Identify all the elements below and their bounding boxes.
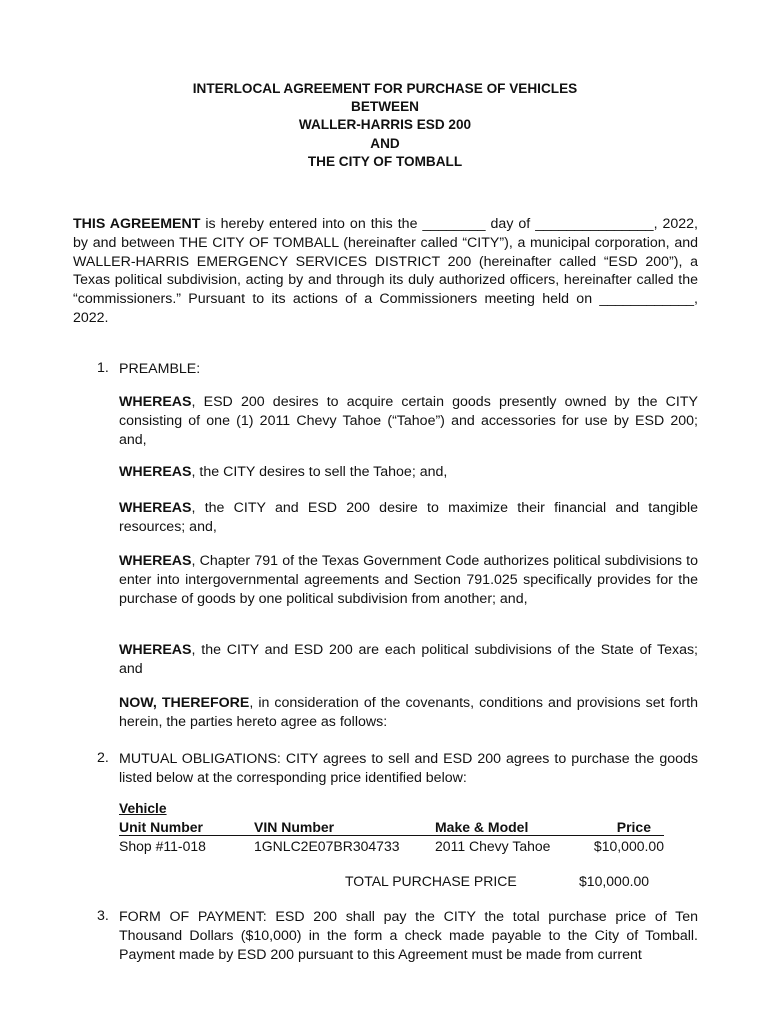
title-line: INTERLOCAL AGREEMENT FOR PURCHASE OF VEHICLES: [192, 81, 578, 96]
header-make-model: Make & Model: [435, 819, 529, 835]
title-line: AND: [370, 135, 400, 151]
now-therefore-paragraph: [119, 694, 698, 732]
whereas-text: , the CITY desires to sell the Tahoe; and,: [191, 464, 448, 480]
whereas-text: , Chapter 791 of the Texas Government Code authorizes political subdivisions to enter into intergovernmental agreements and Section 791.025 specifically provides for the purchase of goods by one political subdivision from another; and,: [119, 553, 698, 607]
cell-unit-number: Shop #11-018: [119, 838, 206, 854]
title-line: WALLER-HARRIS ESD 200: [298, 117, 472, 133]
cell-make-model: 2011 Chevy Tahoe: [435, 838, 551, 854]
header-unit-number: Unit Number: [119, 819, 203, 835]
header-underline: [119, 835, 664, 836]
table-header-row: [119, 819, 664, 837]
whereas-text: , the CITY and ESD 200 are each political subdivisions of the State of Texas; and: [119, 642, 698, 677]
cell-price: $10,000.00: [593, 838, 664, 854]
whereas-paragraph: [119, 463, 698, 482]
table-row: [119, 838, 664, 856]
whereas-lead: WHEREAS: [119, 394, 192, 410]
intro-paragraph: [73, 215, 698, 328]
whereas-paragraph: [119, 641, 698, 679]
total-row: [119, 873, 664, 891]
title-line: BETWEEN: [351, 99, 419, 115]
now-therefore-lead: NOW, THEREFORE: [119, 695, 250, 711]
whereas-paragraph: [119, 552, 698, 608]
document-title: [0, 80, 770, 171]
whereas-text: , the CITY and ESD 200 desire to maximize their financial and tangible resources; and,: [119, 500, 698, 535]
section-3-number: 3.: [97, 908, 109, 924]
whereas-lead: WHEREAS: [119, 464, 192, 480]
total-value: $10,000.00: [579, 873, 650, 889]
intro-lead: THIS AGREEMENT: [73, 216, 201, 232]
intro-text: is hereby entered into on this the ________ day of _______________, 2022, by and between THE CITY OF TOMBALL (hereinafter called “CITY”), a municipal corporation, and WALLER-HARRIS EMERGENCY SERVICES DISTRICT 200 (hereinafter called “ESD 200”), a Texas political subdivision, acting by and through its duly authorized officers, hereinafter called the “commissioners.” Pursuant to its actions of a Commissioners meeting held on ____________, 2022.: [73, 216, 698, 326]
header-vin-number: VIN Number: [254, 819, 335, 835]
section-2-number: 2.: [97, 750, 109, 766]
vehicle-group-label: Vehicle: [119, 801, 167, 816]
vehicle-table: [119, 801, 664, 891]
section-3-text: FORM OF PAYMENT: ESD 200 shall pay the CITY the total purchase price of Ten Thousand Dollars ($10,000) in the form a check made payable to the City of Tomball. Payment made by ESD 200 pursuant to this Agreement must be made from current: [119, 909, 698, 963]
total-label: TOTAL PURCHASE PRICE: [345, 873, 517, 889]
whereas-paragraph: [119, 499, 698, 537]
now-therefore-text: , in consideration of the covenants, conditions and provisions set forth herein, the parties hereto agree as follows:: [119, 695, 698, 730]
whereas-lead: WHEREAS: [119, 642, 192, 658]
section-1-number: 1.: [97, 360, 109, 376]
whereas-text: , ESD 200 desires to acquire certain goods presently owned by the CITY consisting of one (1) 2011 Chevy Tahoe (“Tahoe”) and accessories for use by ESD 200; and,: [119, 394, 698, 448]
whereas-lead: WHEREAS: [119, 553, 192, 569]
section-1-heading: PREAMBLE:: [119, 361, 201, 377]
whereas-paragraph: [119, 393, 698, 449]
section-2-text: MUTUAL OBLIGATIONS: CITY agrees to sell and ESD 200 agrees to purchase the goods listed below at the corresponding price identified below:: [119, 751, 698, 786]
title-line: THE CITY OF TOMBALL: [307, 153, 463, 169]
header-price: Price: [616, 819, 651, 835]
whereas-lead: WHEREAS: [119, 500, 192, 516]
cell-vin-number: 1GNLC2E07BR304733: [254, 838, 400, 854]
